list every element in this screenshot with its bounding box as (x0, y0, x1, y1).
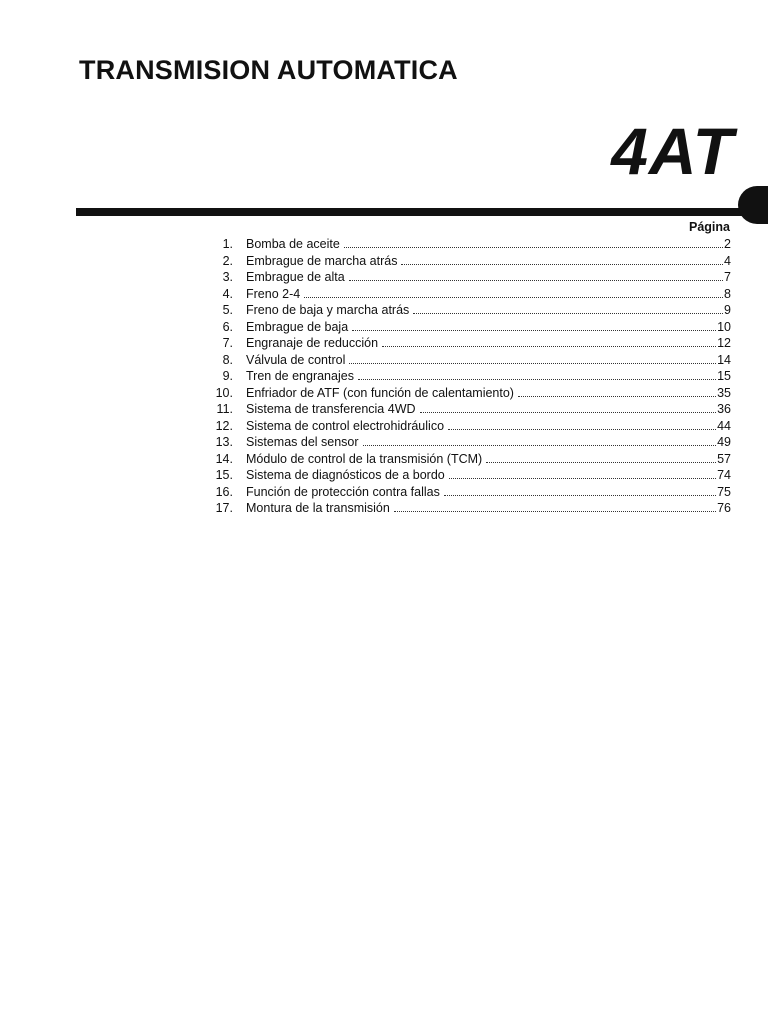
section-code: 4AT (611, 114, 734, 188)
toc-item-number: 13. (215, 435, 233, 449)
toc-item-page: 14 (717, 352, 731, 367)
toc-item-number: 3. (222, 270, 233, 284)
toc-leader-dots (349, 362, 716, 364)
toc-leader-dots (349, 279, 723, 281)
toc-item[interactable] (200, 451, 731, 468)
toc-item-label: Enfriador de ATF (con función de calentamiento) (246, 385, 514, 400)
toc-item-number: 15. (215, 468, 233, 482)
toc-leader-dots (448, 428, 716, 430)
toc-item-page: 8 (724, 286, 731, 301)
toc-item-page: 12 (717, 336, 731, 350)
toc-item-label: Engranaje de reducción (246, 336, 379, 350)
toc-item-number: 6. (222, 319, 233, 334)
toc-leader-dots (518, 395, 716, 397)
toc-item-number: 1. (222, 237, 233, 251)
toc-item-number: 14. (215, 451, 233, 466)
toc-item-number: 16. (215, 484, 233, 499)
table-of-contents (200, 236, 731, 517)
toc-item-label: Embrague de baja (246, 319, 349, 334)
toc-item-page: 7 (724, 270, 731, 284)
toc-item[interactable] (200, 319, 731, 336)
toc-leader-dots (449, 477, 716, 479)
toc-item[interactable] (200, 418, 731, 435)
toc-item[interactable] (200, 368, 731, 385)
toc-item-label: Embrague de alta (246, 270, 345, 284)
toc-item-page: 44 (717, 418, 731, 433)
toc-item-page: 36 (717, 402, 731, 416)
toc-leader-dots (486, 461, 716, 463)
toc-item-page: 9 (724, 303, 731, 317)
toc-item-number: 11. (216, 402, 233, 416)
toc-item-label: Módulo de control de la transmisión (TCM) (246, 451, 483, 466)
toc-leader-dots (401, 263, 723, 265)
toc-item[interactable] (200, 467, 731, 484)
toc-item-page: 75 (717, 484, 731, 499)
toc-item-number: 5. (222, 303, 233, 317)
header-rule (76, 208, 756, 216)
toc-leader-dots (394, 510, 716, 512)
toc-item-number: 12. (215, 418, 233, 433)
toc-leader-dots (344, 246, 723, 248)
toc-item[interactable] (200, 385, 731, 402)
toc-item-label: Tren de engranajes (246, 369, 354, 383)
toc-item[interactable] (200, 352, 731, 369)
toc-leader-dots (382, 345, 716, 347)
toc-item[interactable] (200, 236, 731, 253)
toc-item-page: 35 (717, 385, 731, 400)
toc-leader-dots (358, 378, 716, 380)
toc-item-page: 10 (717, 319, 731, 334)
toc-leader-dots (363, 444, 717, 446)
toc-item-label: Embrague de marcha atrás (246, 253, 398, 268)
toc-leader-dots (352, 329, 716, 331)
toc-leader-dots (444, 494, 716, 496)
toc-item[interactable] (200, 335, 731, 352)
toc-item-page: 57 (717, 451, 731, 466)
toc-item[interactable] (200, 401, 731, 418)
toc-item-label: Sistema de diagnósticos de a bordo (246, 468, 445, 482)
toc-item-number: 9. (222, 369, 233, 383)
toc-item-number: 7. (222, 336, 233, 350)
toc-item-page: 49 (717, 435, 731, 449)
toc-leader-dots (413, 312, 723, 314)
toc-leader-dots (420, 411, 717, 413)
page-title: TRANSMISION AUTOMATICA (79, 55, 458, 85)
toc-item-label: Sistema de transferencia 4WD (246, 402, 416, 416)
toc-item-page: 2 (724, 237, 731, 251)
toc-item-label: Sistema de control electrohidráulico (246, 418, 445, 433)
toc-item-number: 8. (222, 352, 233, 367)
toc-item-label: Montura de la transmisión (246, 501, 390, 515)
toc-item[interactable] (200, 434, 731, 451)
toc-item-label: Función de protección contra fallas (246, 484, 440, 499)
toc-item[interactable] (200, 286, 731, 303)
toc-item-number: 4. (222, 286, 233, 301)
toc-item-page: 76 (717, 501, 731, 515)
toc-item[interactable] (200, 484, 731, 501)
toc-leader-dots (304, 296, 723, 298)
toc-item[interactable] (200, 500, 731, 517)
toc-item-label: Válvula de control (246, 352, 346, 367)
toc-item-number: 17. (215, 501, 233, 515)
toc-item-label: Freno de baja y marcha atrás (246, 303, 410, 317)
toc-item-page: 4 (724, 253, 731, 268)
toc-item-number: 2. (222, 253, 233, 268)
toc-item-page: 74 (717, 468, 731, 482)
toc-item[interactable] (200, 302, 731, 319)
toc-item-number: 10. (215, 385, 233, 400)
toc-item[interactable] (200, 269, 731, 286)
toc-item[interactable] (200, 253, 731, 270)
toc-item-page: 15 (717, 369, 731, 383)
section-tab-marker (738, 186, 768, 224)
toc-item-label: Freno 2-4 (246, 286, 301, 301)
toc-item-label: Bomba de aceite (246, 237, 340, 251)
page-column-header: Página (689, 220, 730, 234)
toc-item-label: Sistemas del sensor (246, 435, 359, 449)
